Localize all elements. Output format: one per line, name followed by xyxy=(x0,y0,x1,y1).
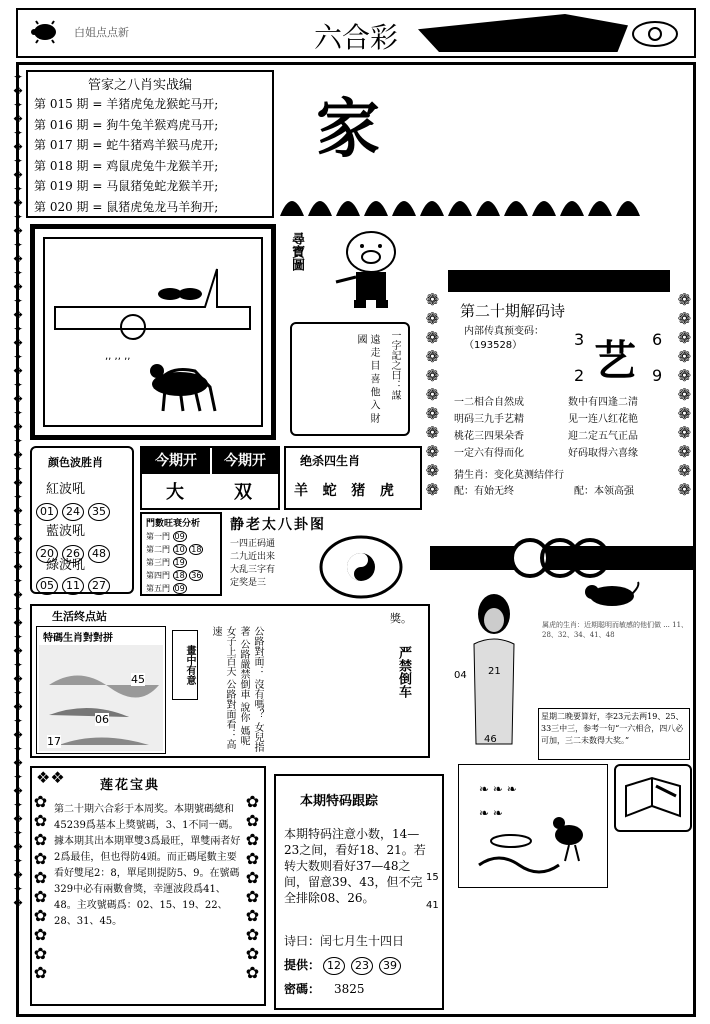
turtle-icon xyxy=(30,20,60,44)
eight-xiao-row: 第 017 期 = 蛇牛猪鸡羊猴马虎开; xyxy=(34,138,219,152)
track-box xyxy=(274,774,444,1010)
today-value-double: 双 xyxy=(234,482,252,503)
track-side-2: 41 xyxy=(426,900,439,911)
lotus-title: 莲花宝典 xyxy=(100,778,161,793)
four-xiao-item: 羊 xyxy=(294,483,308,499)
poem-line: 见一连八红花艳 xyxy=(568,414,638,425)
treasure-label: 尋寶圖 xyxy=(289,232,304,271)
four-xiao-item: 猪 xyxy=(351,483,366,499)
wave-title: 颜色波胜肖 xyxy=(48,456,103,469)
ball: 24 xyxy=(62,503,84,521)
poem-header: 第二十期解码诗 xyxy=(460,302,566,320)
one-word-line: 他 xyxy=(368,386,379,397)
poem-box xyxy=(424,270,694,522)
door-rows xyxy=(146,530,220,595)
lotus-top-ornaments: ❖❖ xyxy=(36,768,65,787)
door-label: 第四門 xyxy=(146,571,170,580)
eight-xiao-box xyxy=(26,70,274,218)
life-picture xyxy=(36,626,166,754)
ball: 27 xyxy=(88,577,110,595)
story-line: 說你 xyxy=(238,702,249,723)
track-code-value: 3825 xyxy=(334,982,365,996)
one-word-line: 入 xyxy=(368,399,379,410)
story-line: 女兒指著 xyxy=(238,626,263,753)
track-poem-label: 诗曰： xyxy=(284,934,321,948)
left-ornament-border: ✦❖✦❖✦❖✦❖✦❖✦❖✦❖✦❖✦❖✦❖✦❖✦❖✦❖✦❖✦❖✦❖✦❖✦❖✦❖✦❖✦❖✦❖✦❖✦❖✦❖✦❖✦❖✦❖✦❖✦❖ xyxy=(11,70,25,910)
life-n1: 45 xyxy=(131,673,145,686)
door-a: 18 xyxy=(174,571,185,580)
door-a: 10 xyxy=(174,545,185,554)
yin-yang-icon xyxy=(318,534,404,600)
bird-picture xyxy=(458,764,608,888)
story-line: 媽呢 xyxy=(238,725,249,746)
eight-xiao-row: 第 016 期 = 狗牛兔羊猴鸡虎马开; xyxy=(34,117,219,132)
today-header-2: 今期开 xyxy=(212,448,278,474)
door-row xyxy=(146,543,220,556)
story-title: 严禁倒车 xyxy=(396,646,411,698)
ball: 20 xyxy=(36,545,58,563)
bagua-line: 大乱三字有 xyxy=(230,565,276,575)
scallop-decoration xyxy=(280,186,660,216)
one-word-scroll xyxy=(290,322,410,436)
ghost-text: 属虎的生肖：近期聪明而敏感的他们做 ... 11、28、32、34、41、48 xyxy=(542,621,689,639)
track-code xyxy=(284,980,365,997)
treasure-picture-inner xyxy=(43,237,263,427)
one-word-line: 財 xyxy=(368,413,379,424)
ball: 12 xyxy=(323,957,345,975)
ball: 23 xyxy=(351,957,373,975)
header-logo-icon xyxy=(630,18,680,50)
door-row xyxy=(146,569,220,582)
today-box xyxy=(140,446,280,510)
door-a: 19 xyxy=(174,558,185,567)
life-box xyxy=(30,604,430,758)
door-label: 第一門 xyxy=(146,532,170,541)
four-xiao-items xyxy=(294,480,394,500)
poem-big-char: 艺 xyxy=(594,336,637,385)
story-line: 女子上百天 xyxy=(224,626,235,676)
eight-xiao-row: 第 015 期 = 羊猪虎兔龙猴蛇马开; xyxy=(34,97,219,111)
eight-xiao-row: 第 020 期 = 鼠猪虎兔龙马羊狗开; xyxy=(34,199,219,214)
book-icon xyxy=(614,764,692,832)
four-xiao-box xyxy=(284,446,422,510)
poem-pair-left: 配：有始无终 xyxy=(454,486,514,497)
treasure-drawing xyxy=(45,239,261,425)
life-n3: 17 xyxy=(47,735,61,748)
door-label: 第五門 xyxy=(146,584,170,593)
story-line: 公路對面： xyxy=(252,626,263,676)
one-word-line: 目 xyxy=(368,360,379,371)
header-title: 六合彩 xyxy=(314,21,399,54)
ball: 01 xyxy=(36,503,58,521)
track-side-1: 15 xyxy=(426,872,439,883)
bird-drawing xyxy=(459,765,607,887)
poem-n4: 9 xyxy=(652,366,663,385)
lotus-body: 第二十期六合彩于本周奖。本期號碼總和45239爲基本上獎號碼，3、1不同一碼。據本期其出本期單雙3爲最旺，單雙兩者好2爲最佳，但也得防4頭。而正碼尾數主要看好雙尾2：8，單尾則提防5、9。在號碼329中必有兩數會獎，幸運波段爲41、48。主攻號碼爲：02、15、19、22、28、31、45。 xyxy=(54,804,241,927)
wave-red-balls xyxy=(34,500,112,521)
bagua-line: 定奖是三 xyxy=(230,578,267,588)
door-title: 門數旺衰分析 xyxy=(146,519,201,529)
ball: 05 xyxy=(36,577,58,595)
pig-mascot-icon xyxy=(326,222,416,312)
one-word-line: 走 xyxy=(368,347,379,358)
poem-lines-left xyxy=(454,394,524,462)
story-line: 沒有嗎？ xyxy=(252,679,263,720)
door-label: 第二門 xyxy=(146,545,170,554)
eight-xiao-list xyxy=(34,94,218,217)
rings-banner xyxy=(430,524,694,590)
girl-n2: 21 xyxy=(488,666,501,677)
ball: 39 xyxy=(379,957,401,975)
ball: 35 xyxy=(88,503,110,521)
door-b: 18 xyxy=(191,545,202,554)
header-bar xyxy=(16,8,696,58)
ball: 11 xyxy=(62,577,84,595)
wave-red-label: 紅波吼 xyxy=(46,482,86,497)
bagua-box xyxy=(226,514,426,598)
poem-line: 明码三九手艺精 xyxy=(454,414,524,425)
lotus-left-ornaments: ✿✿✿✿✿✿✿✿✿✿ xyxy=(31,792,50,982)
poem-pair-right: 配：本领高强 xyxy=(574,486,634,497)
poem-line: 数中有四逢二清 xyxy=(568,397,638,408)
poem-left-ornaments: ❁❁❁❁❁❁❁❁❁❁❁ xyxy=(423,290,442,499)
track-code-label: 密碼： xyxy=(284,982,321,996)
svg-text:,, ,, ,,: ,, ,, ,, xyxy=(105,351,131,362)
one-word-line: 喜 xyxy=(368,373,379,384)
lotus-right-ornaments: ✿✿✿✿✿✿✿✿✿✿ xyxy=(243,792,262,982)
poem-n3: 2 xyxy=(574,366,585,385)
poem-top-banner xyxy=(448,270,670,292)
wave-box xyxy=(30,446,134,594)
svg-text:❧ ❧: ❧ ❧ xyxy=(479,806,503,820)
poem-line: 桃花三四果朵香 xyxy=(454,431,524,442)
svg-text:❧ ❧ ❧: ❧ ❧ ❧ xyxy=(479,782,517,796)
poem-line: 一定六有得而化 xyxy=(454,448,524,459)
poem-n2: 6 xyxy=(652,330,663,349)
eight-xiao-row: 第 018 期 = 鸡鼠虎兔牛龙猴羊开; xyxy=(34,158,219,173)
door-a: 09 xyxy=(174,532,185,541)
one-word-lines xyxy=(354,334,380,434)
life-n2: 06 xyxy=(95,713,109,726)
bagua-title: 静老太八卦图 xyxy=(230,517,326,533)
star-text: 星期二晚要算好，李23元去两19、25、33三中三，参考一句“一六相合，四八必可加，三二未数得大奖。” xyxy=(538,708,690,760)
girl-picture xyxy=(454,584,534,754)
girl-n1: 04 xyxy=(454,670,467,681)
door-row xyxy=(146,556,220,569)
today-header-1: 今期开 xyxy=(142,448,210,474)
door-row xyxy=(146,582,220,595)
girl-n3: 46 xyxy=(484,734,497,745)
wave-green-label: 綠波吼 xyxy=(46,558,86,573)
door-row xyxy=(146,530,220,543)
header-small-text: 白姐点点新 xyxy=(74,26,129,39)
one-word-line: 國 xyxy=(355,334,366,344)
four-xiao-item: 蛇 xyxy=(322,483,337,499)
life-mid-label: 畫中有意 xyxy=(172,630,198,700)
tiger-icon xyxy=(582,580,642,612)
eight-xiao-title: 管家之八肖实战编 xyxy=(88,78,193,93)
poem-line: 好码取得六喜缘 xyxy=(568,448,638,459)
poem-sub1: 内部传真预变码： xyxy=(464,326,544,337)
poem-n1: 3 xyxy=(574,330,585,349)
track-poem xyxy=(284,932,404,949)
wave-blue-label: 藍波吼 xyxy=(46,524,86,539)
tip-text: 獎。 xyxy=(390,612,412,625)
story-line: 公路嚴禁倒車 xyxy=(238,639,249,700)
track-supply-label: 提供： xyxy=(284,958,321,972)
door-label: 第三門 xyxy=(146,558,170,567)
ball: 48 xyxy=(88,545,110,563)
poem-line: 一二相合自然成 xyxy=(454,397,524,408)
today-value-big: 大 xyxy=(166,482,184,503)
lotus-box xyxy=(30,766,266,1006)
four-xiao-title: 绝杀四生肖 xyxy=(300,454,361,468)
life-sub: 特碼生肖對對拼 xyxy=(43,633,113,644)
poem-line: 迎二定五气正品 xyxy=(568,431,638,442)
bagua-line: 二九近出来 xyxy=(230,552,276,562)
four-xiao-item: 虎 xyxy=(379,483,394,499)
track-body: 本期特码注意小数，14—23之间，看好18、21。若转大数则看好37—48之间，留意39、43，但不完全排除08、26。 xyxy=(284,827,426,905)
big-char-jia: 家 xyxy=(316,92,380,167)
wave-green-balls xyxy=(34,574,112,595)
track-title: 本期特码跟踪 xyxy=(300,794,379,809)
header-dark-banner xyxy=(418,14,628,52)
door-a: 09 xyxy=(174,584,185,593)
door-box xyxy=(140,512,222,596)
poem-sub2: （193528） xyxy=(464,340,523,351)
poem-guess: 猜生肖：变化莫测结伴行 xyxy=(454,470,564,481)
story-line: 公路對面看：高速 xyxy=(210,626,235,750)
one-word-title: 一字記之曰：謀 xyxy=(389,330,400,400)
treasure-picture-frame xyxy=(30,224,276,440)
one-word-line: 遠 xyxy=(368,334,379,344)
track-poem-text: 闰七月生十四日 xyxy=(320,934,405,948)
life-title: 生活终点站 xyxy=(52,610,107,623)
door-b: 36 xyxy=(191,571,202,580)
bagua-lines xyxy=(230,538,275,590)
eight-xiao-row: 第 019 期 = 马鼠猪兔蛇龙猴羊开; xyxy=(34,179,219,193)
bagua-line: 一四正码通 xyxy=(230,539,276,549)
poem-right-ornaments: ❁❁❁❁❁❁❁❁❁❁❁ xyxy=(675,290,694,499)
poem-lines-right xyxy=(568,394,638,462)
ball: 26 xyxy=(62,545,84,563)
track-supply xyxy=(284,956,404,975)
story-text xyxy=(208,626,264,754)
